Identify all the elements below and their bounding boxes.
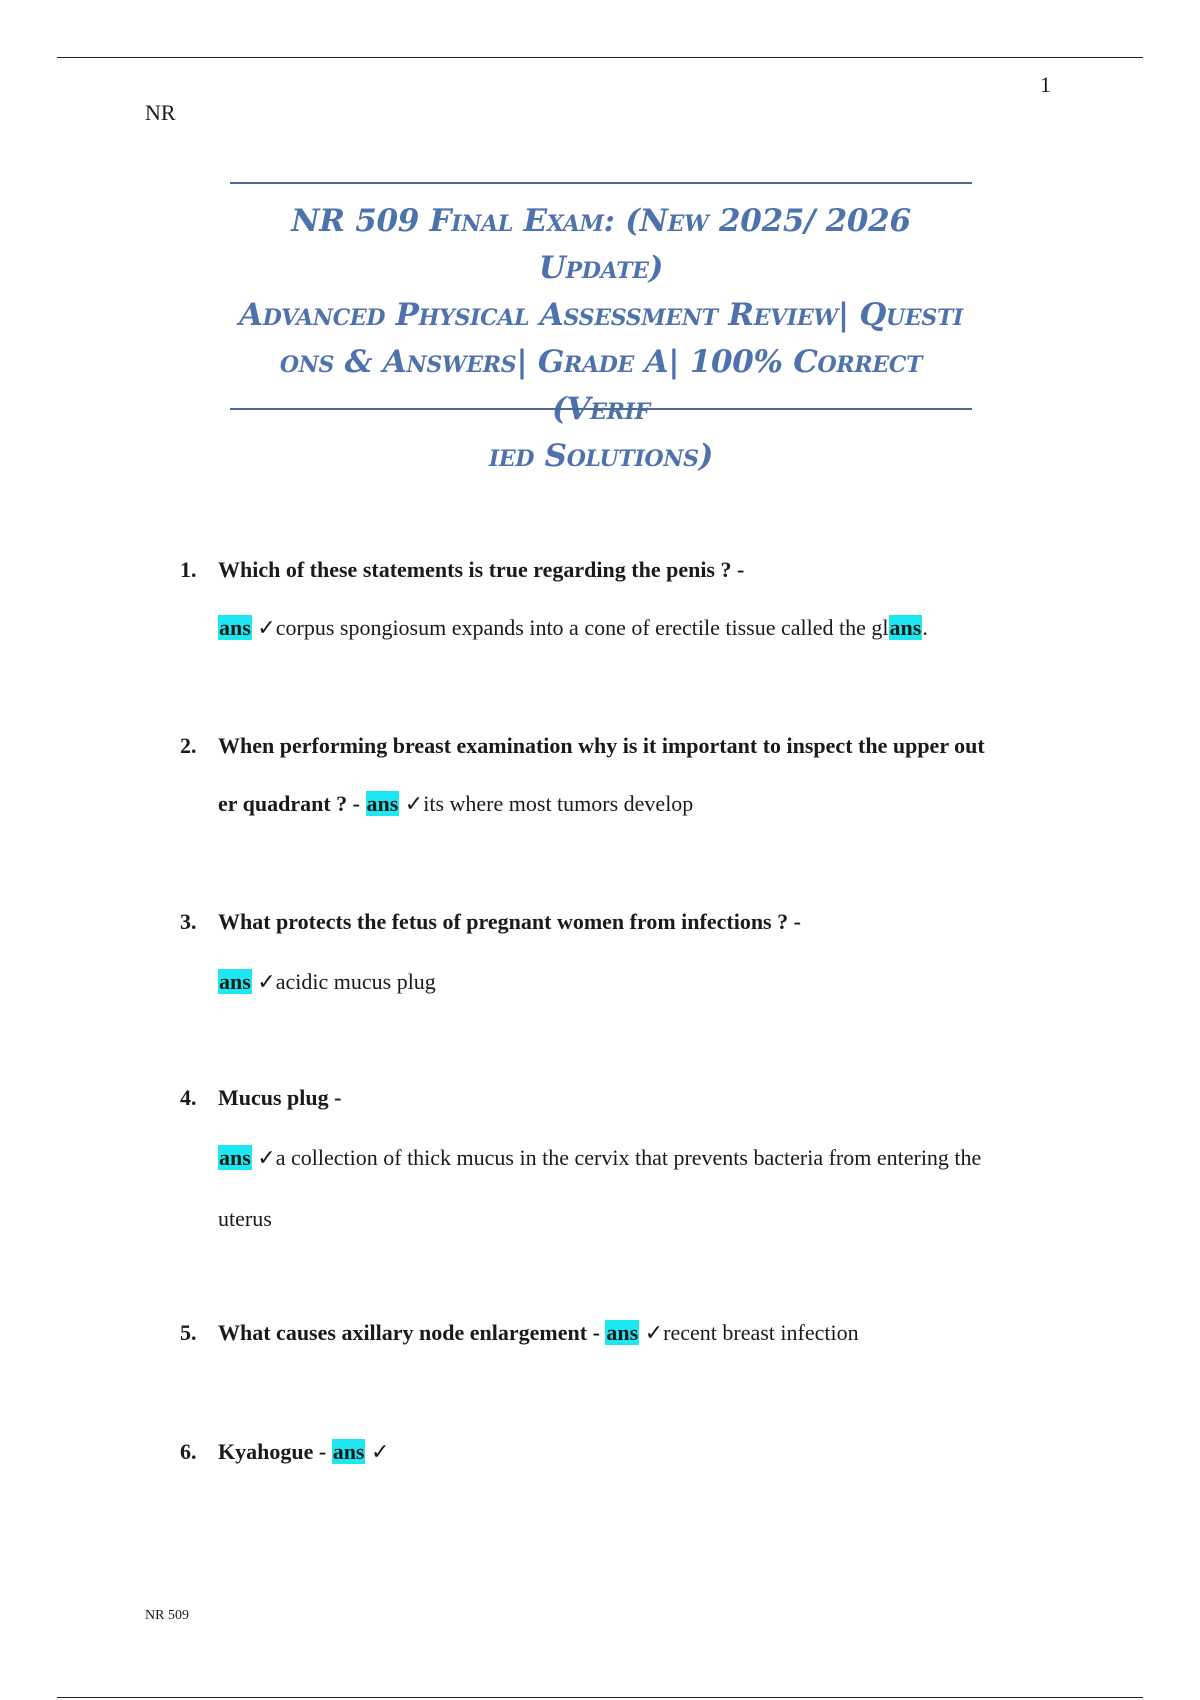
answer-line <box>218 791 693 817</box>
question-text: Mucus plug - <box>218 1085 342 1110</box>
ans-highlight: ans <box>219 1145 251 1170</box>
checkmark-icon: ✓ <box>370 1439 390 1464</box>
ans-highlight: ans <box>366 791 399 816</box>
answer-text-continued: uterus <box>218 1206 272 1231</box>
question-text: What causes axillary node enlargement - <box>218 1320 600 1345</box>
running-header: NR <box>145 100 176 125</box>
ans-highlight-tail: ans <box>889 615 922 640</box>
question-line <box>218 1439 389 1465</box>
checkmark-icon: ✓ <box>257 1145 276 1170</box>
answer-line <box>218 615 928 641</box>
checkmark-icon: ✓ <box>257 615 276 640</box>
answer-line <box>218 969 436 995</box>
running-footer: NR 509 <box>145 1608 189 1623</box>
question-number: 4. <box>180 1085 197 1110</box>
ans-highlight: ans <box>606 1320 639 1345</box>
answer-text: acidic mucus plug <box>275 969 436 994</box>
question-number: 5. <box>180 1320 197 1345</box>
checkmark-icon: ✓ <box>644 1320 664 1345</box>
page-number: 1 <box>1040 72 1051 97</box>
question-text: When performing breast examination why is it important to inspect the upper out <box>218 733 985 758</box>
title-line-2: Advanced Physical Assessment Review| Questi <box>238 297 964 333</box>
answer-text: a collection of thick mucus in the cervix that prevents bacteria from entering the <box>275 1145 982 1170</box>
question-number: 1. <box>180 557 197 582</box>
ans-highlight: ans <box>219 969 251 994</box>
ans-highlight: ans <box>332 1439 365 1464</box>
question-text: What protects the fetus of pregnant women from infections ? - <box>218 909 801 934</box>
answer-text: corpus spongiosum expands into a cone of erectile tissue called the gl <box>275 615 889 640</box>
question-line <box>218 1320 859 1346</box>
title-line-1: NR 509 Final Exam: (New 2025/ 2026 Update) <box>291 203 911 286</box>
checkmark-icon: ✓ <box>404 791 424 816</box>
answer-text: its where most tumors develop <box>423 791 694 816</box>
question-text-continued: er quadrant ? - <box>218 791 360 816</box>
question-number: 2. <box>180 733 197 758</box>
title-line-3: ons & Answers| Grade A| 100% Correct (Verif <box>279 344 923 427</box>
answer-text: recent breast infection <box>663 1320 859 1345</box>
question-text: Which of these statements is true regarding the penis ? - <box>218 557 745 582</box>
page-bottom-border <box>57 1697 1143 1698</box>
answer-line <box>218 1145 981 1171</box>
answer-tail: . <box>922 615 928 640</box>
title-line-4: ied Solutions) <box>488 438 714 474</box>
ans-highlight: ans <box>219 615 251 640</box>
question-number: 3. <box>180 909 197 934</box>
checkmark-icon: ✓ <box>257 969 276 994</box>
question-number: 6. <box>180 1439 197 1464</box>
question-text: Kyahogue - <box>218 1439 327 1464</box>
